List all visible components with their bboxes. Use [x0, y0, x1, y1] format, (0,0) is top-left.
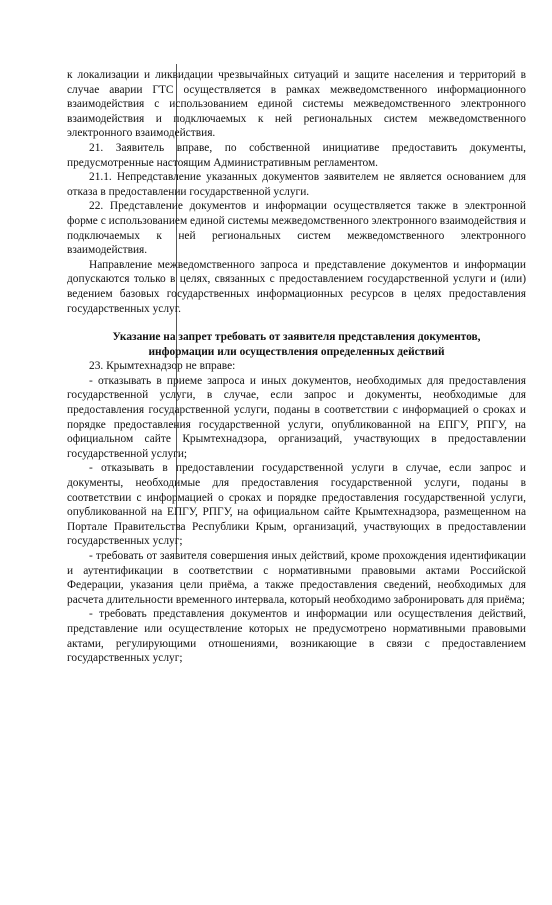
- paragraph-21-1: 21.1. Непредставление указанных документов заявителем не является основанием для отказа в предоставлении государственной услуги.: [67, 171, 526, 198]
- paragraph-21: 21. Заявитель вправе, по собственной инициативе предоставить документы, предусмотренные настоящим Административным регламентом.: [67, 141, 526, 169]
- document-body: [67, 68, 526, 666]
- paragraph-22: 22. Представление документов и информации осуществляется также в электронной форме с использованием единой системы межведомственного электронного взаимодействия и подключаемых к ней региональных систем межведомственного электронного взаимодействия.: [67, 200, 526, 257]
- list-item-require-actions: - требовать от заявителя совершения иных действий, кроме прохождения идентификации и аутентификации в соответствии с нормативными правовыми актами Российской Федерации, указания цели приёма, а также предоставления сведений, необходимых для расчета длительности временного интервала, который необходимо забронировать для приёма;: [67, 550, 526, 606]
- paragraph-interagency-request: Направление межведомственного запроса и представление документов и информации допускаются только в целях, связанных с предоставлением государственной услуги и (или) ведением базовых государственных информационных ресурсов в целях предоставления государственных услуг.: [67, 258, 526, 315]
- section-spacer: [67, 316, 526, 330]
- list-item-refuse-service: - отказывать в предоставлении государственной услуги в случае, если запрос и документы, необходимые для предоставления государственной услуги, поданы в соответствии с информацией о сроках и порядке предоставления государственной услуги, опубликованной на ЕПГУ, РПГУ, на официальном сайте Крымтехнадзора, размещенном на Портале Правительства Республики Крым, организаций, участвующих в предоставлении государственных услуг;: [67, 462, 526, 548]
- paragraph-23: 23. Крымтехнадзор не вправе:: [89, 360, 236, 373]
- list-item-refuse-acceptance: - отказывать в приеме запроса и иных документов, необходимых для предоставления государственной услуги, в случае, если запрос и документы, необходимые для предоставления государственной услуги, поданы в соответствии с информацией о сроках и порядке предоставления государственной услуги, опубликованной на ЕПГУ, РПГУ, на официальном сайте Крымтехнадзора, организаций, участвующих в предоставлении государственной услуги;: [67, 374, 526, 460]
- paragraph-continuation: к локализации и ликвидации чрезвычайных ситуаций и защите населения и территорий в случае аварии ГТС осуществляется в рамках межведомственного информационного взаимодействия с использованием единой системы межведомственного электронного взаимодействия и подключаемых к ней региональных систем межведомственного электронного взаимодействия.: [67, 69, 526, 140]
- list-item-require-documents: - требовать представления документов и информации или осуществления действий, представление или осуществление которых не предусмотрено нормативными правовыми актами, регулирующими отношениями, возникающие в связи с предоставлением государственных услуг;: [67, 608, 526, 665]
- section-heading: Указание на запрет требовать от заявителя представления документов, информации или осуществления определенных действий: [112, 331, 481, 358]
